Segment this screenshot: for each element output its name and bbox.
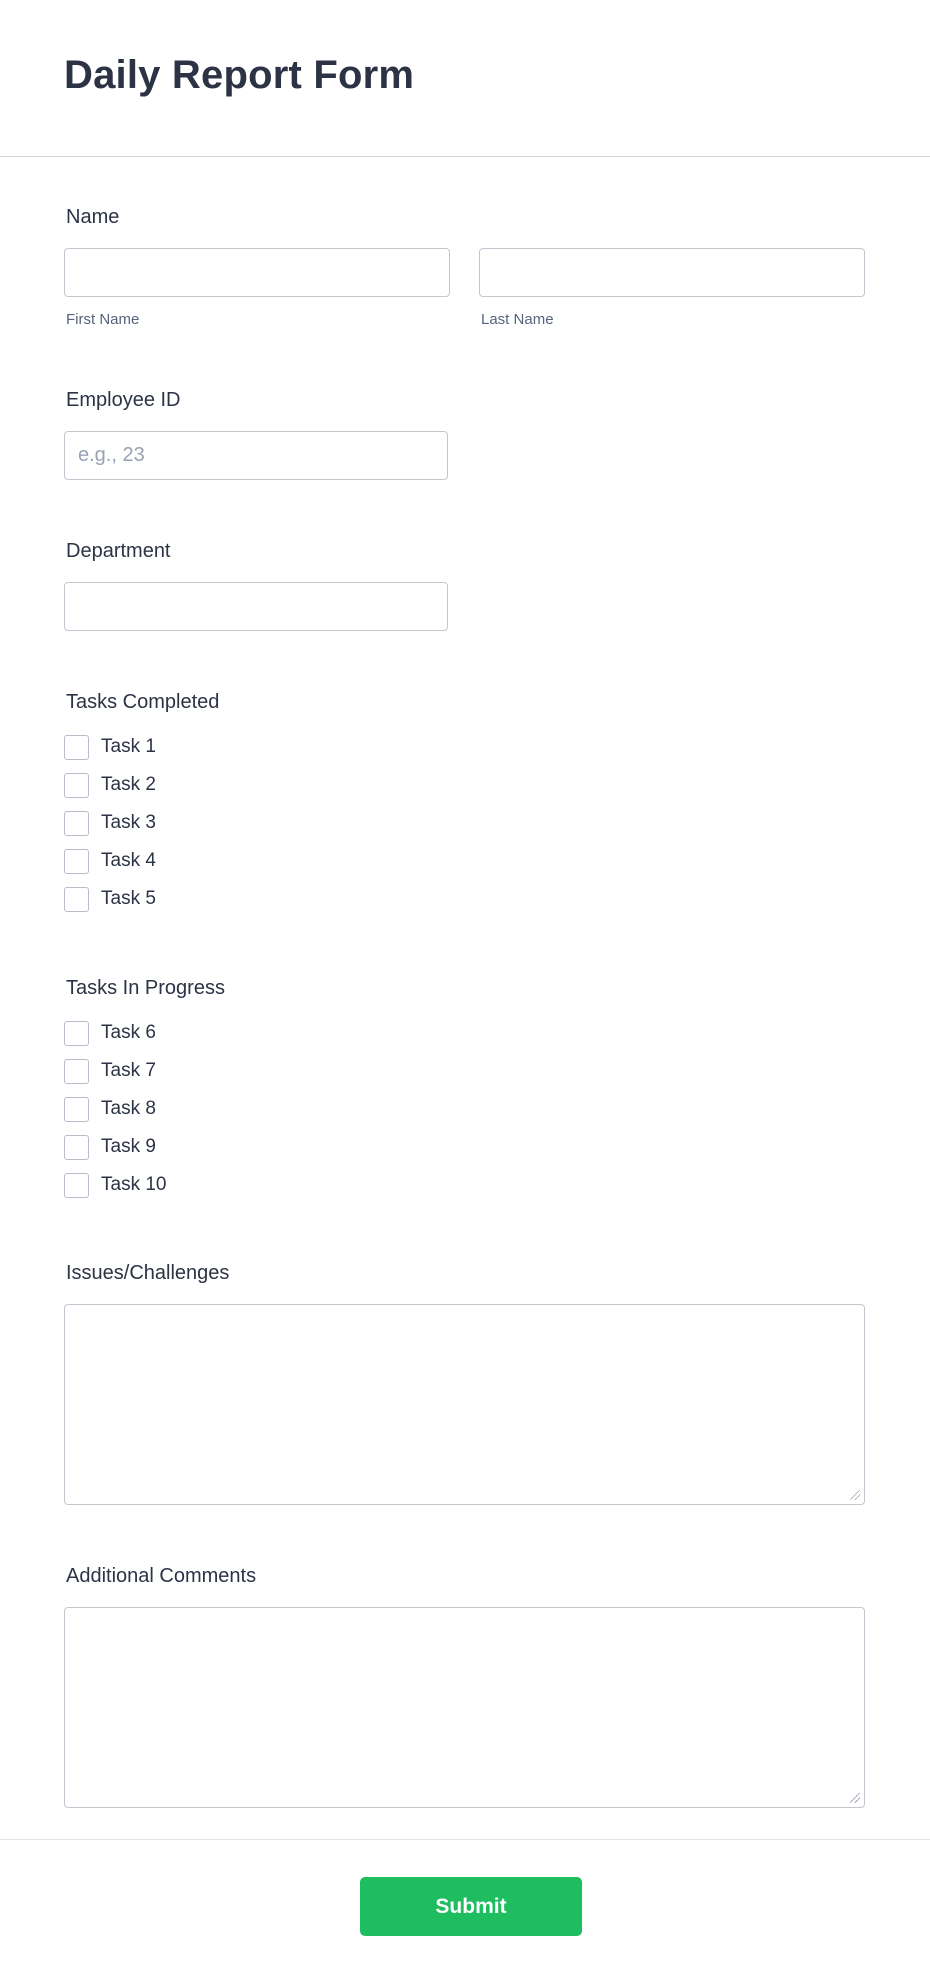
last-name-input[interactable]	[479, 248, 865, 297]
task-4-checkbox[interactable]	[64, 849, 89, 874]
task-6-option[interactable]	[64, 1020, 156, 1046]
task-4-label: Task 4	[101, 850, 156, 871]
task-3-label: Task 3	[101, 812, 156, 833]
issues-label: Issues/Challenges	[66, 1262, 230, 1284]
first-name-sublabel: First Name	[66, 311, 140, 328]
form-header	[0, 0, 930, 157]
department-label: Department	[66, 540, 171, 562]
task-7-option[interactable]	[64, 1058, 156, 1084]
task-5-checkbox[interactable]	[64, 887, 89, 912]
comments-label: Additional Comments	[66, 1565, 257, 1587]
task-10-label: Task 10	[101, 1174, 167, 1195]
first-name-input[interactable]	[64, 248, 450, 297]
task-7-label: Task 7	[101, 1060, 156, 1081]
task-3-option[interactable]	[64, 810, 156, 836]
task-8-label: Task 8	[101, 1098, 156, 1119]
task-2-option[interactable]	[64, 772, 156, 798]
employee-id-input[interactable]	[64, 431, 448, 480]
tasks-in-progress-label: Tasks In Progress	[66, 977, 225, 999]
task-1-checkbox[interactable]	[64, 735, 89, 760]
submit-button[interactable]: Submit	[360, 1877, 582, 1936]
task-4-option[interactable]	[64, 848, 156, 874]
comments-textarea[interactable]	[64, 1607, 865, 1808]
task-2-label: Task 2	[101, 774, 156, 795]
footer-divider	[0, 1839, 930, 1840]
task-6-label: Task 6	[101, 1022, 156, 1043]
task-8-checkbox[interactable]	[64, 1097, 89, 1122]
issues-resize-handle-icon[interactable]	[850, 1490, 860, 1500]
name-label: Name	[66, 206, 120, 228]
issues-textarea[interactable]	[64, 1304, 865, 1505]
tasks-completed-label: Tasks Completed	[66, 691, 220, 713]
task-3-checkbox[interactable]	[64, 811, 89, 836]
employee-id-label: Employee ID	[66, 389, 181, 411]
comments-resize-handle-icon[interactable]	[850, 1793, 860, 1803]
task-9-checkbox[interactable]	[64, 1135, 89, 1160]
task-10-option[interactable]	[64, 1172, 166, 1198]
task-10-checkbox[interactable]	[64, 1173, 89, 1198]
task-7-checkbox[interactable]	[64, 1059, 89, 1084]
last-name-sublabel: Last Name	[481, 311, 554, 328]
task-1-label: Task 1	[101, 736, 156, 757]
task-9-option[interactable]	[64, 1134, 156, 1160]
department-input[interactable]	[64, 582, 448, 631]
task-5-option[interactable]	[64, 886, 156, 912]
task-8-option[interactable]	[64, 1096, 156, 1122]
task-6-checkbox[interactable]	[64, 1021, 89, 1046]
task-5-label: Task 5	[101, 888, 156, 909]
task-9-label: Task 9	[101, 1136, 156, 1157]
task-1-option[interactable]	[64, 734, 156, 760]
task-2-checkbox[interactable]	[64, 773, 89, 798]
form-title: Daily Report Form	[64, 53, 415, 97]
